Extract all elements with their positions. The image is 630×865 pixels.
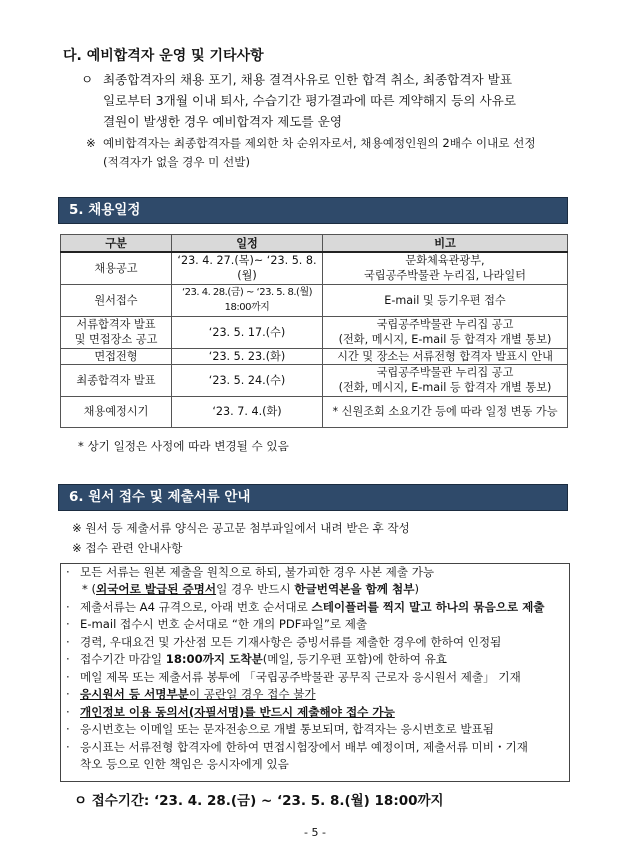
cell-category: 면접전형 xyxy=(61,348,172,364)
section-6-note: ※ 원서 등 제출서류 양식은 공고문 첨부파일에서 내려 받은 후 작성 xyxy=(72,521,410,535)
cell-category: 채용공고 xyxy=(61,252,172,284)
cell-note: E-mail 및 등기우편 접수 xyxy=(323,284,568,316)
cell-note-line: 국립공주박물관 누리집 공고 xyxy=(376,366,514,379)
notice-line: · E-mail 접수시 번호 순서대로 “한 개의 PDF파일”로 제출 xyxy=(66,617,368,631)
notice-line: · 메일 제목 또는 제출서류 봉투에 「국립공주박물관 공무직 근로자 응시원서 제출」 기재 xyxy=(66,670,521,684)
notice-line: · 제출서류는 A4 규격으로, 아래 번호 순서대로 스테이플러를 찍지 말고 하나의 묶음으로 제출 xyxy=(66,600,545,614)
notice-line: 착오 등으로 인한 책임은 응시자에게 있음 xyxy=(80,757,289,771)
section-d-note-mark: ※ xyxy=(86,136,96,150)
section-d-title: 다. 예비합격자 운영 및 기타사항 xyxy=(63,48,264,64)
notice-line: · 모든 서류는 원본 제출을 원칙으로 하되, 불가피한 경우 사본 제출 가능 xyxy=(66,565,435,579)
cell-category-line: 서류합격자 발표 xyxy=(76,318,156,331)
cell-note xyxy=(323,252,568,284)
cell-date xyxy=(172,284,323,316)
page-number: - 5 - xyxy=(304,826,326,839)
cell-note xyxy=(323,364,568,396)
table-row xyxy=(61,348,568,364)
header-note: 비고 xyxy=(323,235,568,253)
section-d-line: 일로부터 3개월 이내 퇴사, 수습기간 평가결과에 따른 계약해지 등의 사유로 xyxy=(103,93,517,108)
cell-date-line: 18:00까지 xyxy=(224,302,270,313)
cell-note-line: 문화체육관광부, xyxy=(405,254,485,268)
notice-line: · 경력, 우대요건 및 가산점 모든 기재사항은 증빙서류를 제출한 경우에 한하여 인정됨 xyxy=(66,635,502,649)
schedule-header-row xyxy=(61,235,568,253)
cell-note-line: (전화, 메시지, E-mail 등 합격자 개별 통보) xyxy=(338,333,552,346)
section-d-line: 최종합격자의 채용 포기, 채용 결격사유로 인한 합격 취소, 최종합격자 발표 xyxy=(103,72,513,87)
header-category: 구분 xyxy=(61,235,172,253)
notice-line: * (외국어로 발급된 증명서일 경우 반드시 한글번역본을 함께 첨부) xyxy=(82,582,419,596)
cell-category: 최종합격자 발표 xyxy=(61,364,172,396)
notice-line: · 응시표는 서류전형 합격자에 한하여 면접시험장에서 배부 예정이며, 제출서류 미비・기재 xyxy=(66,740,528,754)
section-d-bullet: ㅇ xyxy=(81,72,94,87)
header-date: 일정 xyxy=(172,235,323,253)
notice-line: · 개인정보 이용 동의서(자필서명)를 반드시 제출해야 접수 가능 xyxy=(66,705,395,719)
cell-date-line: ‘23. 4. 28.(금) ~ ‘23. 5. 8.(월) xyxy=(181,287,313,298)
section-6-header-bar: 6. 원서 접수 및 제출서류 안내 xyxy=(58,484,568,511)
application-deadline: ㅇ 접수기간: ‘23. 4. 28.(금) ~ ‘23. 5. 8.(월) 18:00까지 xyxy=(74,793,444,809)
table-row xyxy=(61,284,568,316)
schedule-table xyxy=(60,234,568,428)
cell-note-line: (전화, 메시지, E-mail 등 합격자 개별 통보) xyxy=(338,381,552,394)
section-5-header-bar: 5. 채용일정 xyxy=(58,197,568,224)
cell-note-line: 국립공주박물관 누리집, 나라일터 xyxy=(364,269,526,283)
cell-date: ‘23. 7. 4.(화) xyxy=(172,396,323,427)
table-row xyxy=(61,316,568,348)
notice-line: · 응시원서 등 서명부분이 공란일 경우 접수 불가 xyxy=(66,687,316,701)
cell-note xyxy=(323,316,568,348)
cell-date: ‘23. 4. 27.(목)~ ‘23. 5. 8.(월) xyxy=(172,252,323,284)
cell-category xyxy=(61,316,172,348)
cell-date: ‘23. 5. 23.(화) xyxy=(172,348,323,364)
cell-note-line: 국립공주박물관 누리집 공고 xyxy=(376,318,514,331)
section-d-note-line: (적격자가 없을 경우 미 선발) xyxy=(103,155,250,169)
cell-date: ‘23. 5. 24.(수) xyxy=(172,364,323,396)
section-d-paragraph xyxy=(103,69,583,132)
section-d-note xyxy=(103,134,536,172)
table-row xyxy=(61,364,568,396)
cell-note: * 신원조회 소요기간 등에 따라 일정 변동 가능 xyxy=(323,396,568,427)
cell-date: ‘23. 5. 17.(수) xyxy=(172,316,323,348)
cell-category-line: 및 면접장소 공고 xyxy=(74,333,158,346)
section-d-note-line: 예비합격자는 최종합격자를 제외한 차 순위자로서, 채용예정인원의 2배수 이내로 선정 xyxy=(103,136,536,150)
table-row xyxy=(61,396,568,427)
section-d-line: 결원이 발생한 경우 예비합격자 제도를 운영 xyxy=(103,114,342,129)
table-row xyxy=(61,252,568,284)
notice-line: · 응시번호는 이메일 또는 문자전송으로 개별 통보되며, 합격자는 응시번호로 발표됨 xyxy=(66,722,494,736)
cell-category: 원서접수 xyxy=(61,284,172,316)
cell-category: 채용예정시기 xyxy=(61,396,172,427)
notice-line: · 접수기간 마감일 18:00까지 도착분(메일, 등기우편 포함)에 한하여 유효 xyxy=(66,652,448,666)
schedule-footnote: * 상기 일정은 사정에 따라 변경될 수 있음 xyxy=(78,439,289,453)
cell-note: 시간 및 장소는 서류전형 합격자 발표시 안내 xyxy=(323,348,568,364)
section-6-note: ※ 접수 관련 안내사항 xyxy=(72,541,183,555)
